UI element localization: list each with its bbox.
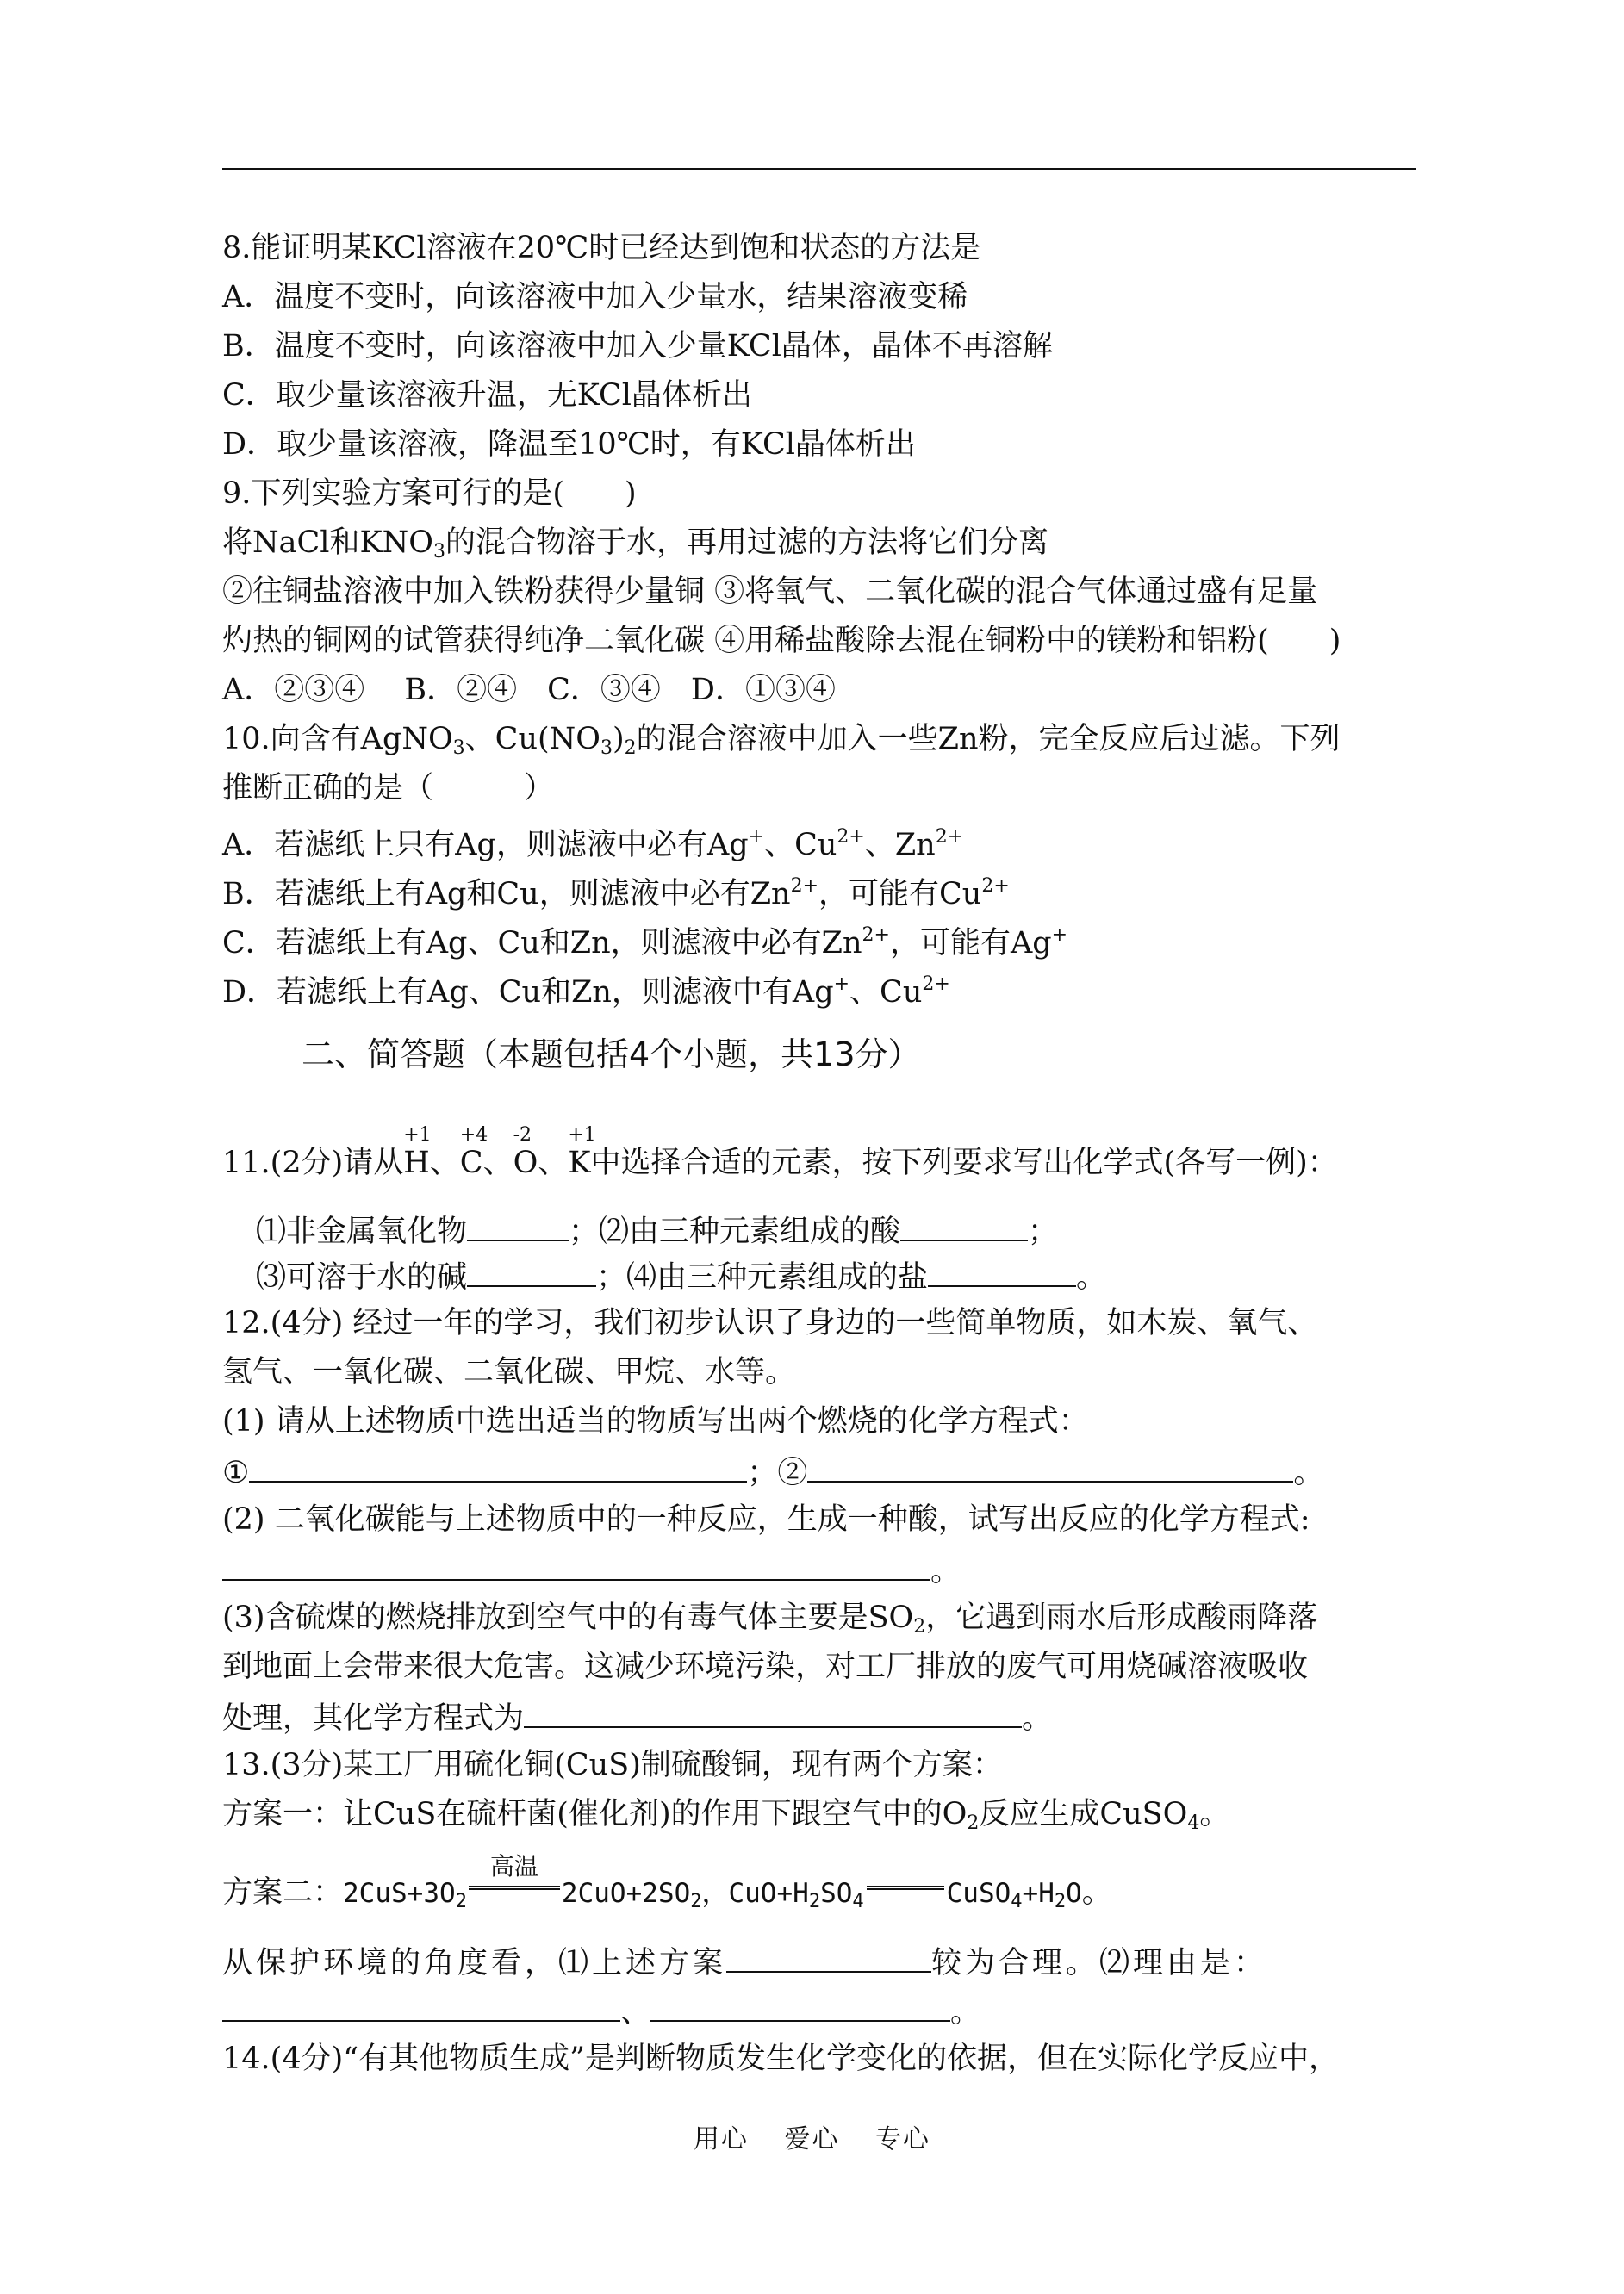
- q12-period-1: 。: [1293, 1456, 1324, 1490]
- q13-reason-separator: 、: [620, 1995, 651, 2030]
- q13-eq-sub-3: 2: [808, 1891, 821, 1912]
- q9-stem: 9.下列实验方案可行的是( ): [222, 476, 637, 511]
- q12-part-3-line-2: 到地面上会带来很大危害。这减少环境污染，对工厂排放的废气可用烧碱溶液吸收: [222, 1650, 1309, 1684]
- q9-item-2-3: ②往铜盐溶液中加入铁粉获得少量铜 ③将氧气、二氧化碳的混合气体通过盛有足量: [222, 575, 1318, 609]
- q10-b-text-2: ，可能有Cu: [818, 877, 982, 911]
- q10-d-text-2: 、Cu: [849, 975, 923, 1010]
- q13-question-text-a: 从保护环境的角度看，⑴上述方案: [222, 1946, 727, 1980]
- q12-p3-line-3-text: 处理，其化学方程式为: [222, 1701, 525, 1736]
- q13-equation: [343, 1852, 1082, 1912]
- q11-part-1-label: ⑴非金属氧化物: [256, 1215, 468, 1249]
- q10-c-text-1: C．若滤纸上有Ag、Cu和Zn，则滤液中必有Zn: [222, 926, 862, 960]
- q13-plan-answer-blank[interactable]: [726, 1942, 931, 1973]
- q10-a-sup-3: 2+: [935, 826, 964, 848]
- q13-eq-sub-4: 4: [852, 1891, 864, 1912]
- q13-reason-period: 。: [950, 1995, 981, 2030]
- page-footer: 用心 爱心 专心: [693, 2124, 931, 2154]
- q13-eq-part-7: O: [1066, 1878, 1082, 1909]
- q12-part-1-answers: [222, 1452, 1323, 1492]
- q12-p3-text-b: ，它遇到雨水后形成酸雨降落: [925, 1601, 1318, 1635]
- q8-option-c: C．取少量该溶液升温，无KCl晶体析出: [222, 378, 752, 413]
- q11-semicolon: ；: [1028, 1215, 1059, 1249]
- q10-d-sup-2: 2+: [922, 973, 950, 995]
- q9-item-1: [222, 524, 1048, 571]
- q11-suffix: 中选择合适的元素，按下列要求写出化学式(各写一例)：: [590, 1146, 1338, 1180]
- q13-eq-part-6: +H: [1022, 1878, 1055, 1909]
- q12-stem-line-2: 氢气、一氧化碳、二氧化碳、甲烷、水等。: [222, 1355, 796, 1389]
- q10-stem-line-2: 推断正确的是（ ）: [222, 771, 555, 805]
- q12-p3-subscript: 2: [913, 1616, 926, 1638]
- q10-text-b: 、Cu(NO: [464, 722, 600, 756]
- q11-parts-3-4: [256, 1256, 1106, 1296]
- q9-item-1-text-b: 的混合物溶于水，再用过滤的方法将它们分离: [445, 525, 1048, 560]
- q10-option-a: [222, 818, 963, 864]
- q13-stem: 13.(3分)某工厂用硫化铜(CuS)制硫酸铜，现有两个方案：: [222, 1748, 1003, 1782]
- q11-period: 。: [1076, 1260, 1107, 1295]
- q13-plan-1-text-c: 。: [1199, 1797, 1230, 1831]
- q11-answer-4-blank[interactable]: [928, 1256, 1076, 1287]
- q10-d-sup-1: +: [833, 973, 850, 995]
- q12-semicolon: ；: [747, 1456, 778, 1490]
- q12-equation-2-blank[interactable]: [807, 1452, 1293, 1483]
- q13-plan-1: [222, 1795, 1229, 1843]
- q10-sub-3: 2: [624, 737, 637, 759]
- q11-element-o: [513, 1124, 538, 1182]
- q13-plan-1-text-b: 反应生成CuSO: [979, 1797, 1188, 1831]
- q13-plan-2: [222, 1852, 1112, 1921]
- q12-circle-1: ①: [222, 1456, 250, 1490]
- q13-question-line: [222, 1942, 1267, 1982]
- q8-option-b: B．温度不变时，向该溶液中加入少量KCl晶体，晶体不再溶解: [222, 329, 1053, 364]
- q11-part-4-label: ；⑷由三种元素组成的盐: [596, 1260, 929, 1295]
- q11-valence-k: +1: [568, 1124, 596, 1146]
- q8-option-a: A．温度不变时，向该溶液中加入少量水，结果溶液变稀: [222, 280, 968, 314]
- q11-parts-1-2: [256, 1210, 1058, 1251]
- q13-eq-part-4: SO: [820, 1878, 853, 1909]
- q10-c-sup-2: +: [1051, 924, 1068, 946]
- q10-d-text-1: D．若滤纸上有Ag、Cu和Zn，则滤液中有Ag: [222, 975, 834, 1010]
- q12-part-3-line-1: [222, 1599, 1317, 1646]
- q12-part-3-line-3: [222, 1697, 1052, 1738]
- q10-text-a: 10.向含有AgNO: [222, 722, 453, 756]
- q12-stem-line-1: 12.(4分) 经过一年的学习，我们初步认识了身边的一些简单物质，如木炭、氧气、: [222, 1306, 1318, 1340]
- q13-eq-part-5: CuSO: [946, 1878, 1011, 1909]
- q10-a-text-2: 、Cu: [764, 828, 837, 862]
- q13-eq-sub-2: 2: [690, 1891, 702, 1912]
- q11-sep-1: 、: [429, 1146, 460, 1180]
- header-rule: [222, 168, 1416, 170]
- q10-b-sup-1: 2+: [790, 875, 819, 897]
- q12-equation-3-blank[interactable]: [222, 1550, 930, 1581]
- q14-stem: 14.(4分)“有其他物质生成”是判断物质发生化学变化的依据，但在实际化学反应中，: [222, 2042, 1340, 2076]
- q8-stem: 8.能证明某KCl溶液在20℃时已经达到饱和状态的方法是: [222, 231, 981, 265]
- q13-condition-label: 高温: [489, 1852, 538, 1881]
- q10-option-b: [222, 867, 1010, 913]
- q10-b-sup-2: 2+: [981, 875, 1010, 897]
- q12-p3-text-a: (3)含硫煤的燃烧排放到空气中的有毒气体主要是SO: [222, 1601, 914, 1635]
- q10-a-text-3: 、Zn: [864, 828, 936, 862]
- q12-period-3: 。: [1022, 1701, 1053, 1736]
- q10-option-c: [222, 917, 1067, 962]
- q10-a-text-1: A．若滤纸上只有Ag，则滤液中必有Ag: [222, 828, 749, 862]
- q13-reason-line: [222, 1991, 980, 2031]
- q10-c-sup-1: 2+: [862, 924, 890, 946]
- q9-item-1-subscript: 3: [432, 541, 445, 563]
- q11-element-k: [568, 1124, 596, 1182]
- q9-options: A．②③④ B．②④ C．③④ D．①③④: [222, 673, 836, 707]
- q10-a-sup-1: +: [748, 826, 765, 848]
- q13-eq-period: 。: [1081, 1875, 1112, 1910]
- q12-part-2-prompt: (2) 二氧化碳能与上述物质中的一种反应，生成一种酸，试写出反应的化学方程式:: [222, 1502, 1310, 1537]
- q13-eq-sub-6: 2: [1054, 1891, 1067, 1912]
- q11-prefix: 11.(2分)请从: [222, 1146, 404, 1180]
- q11-valence-o: -2: [513, 1124, 532, 1146]
- q13-plan-1-text-a: 方案一：让CuS在硫杆菌(催化剂)的作用下跟空气中的O: [222, 1797, 968, 1831]
- q11-stem: [222, 1124, 1338, 1182]
- q11-symbol-k: K: [568, 1146, 591, 1180]
- q10-stem-line-1: [222, 720, 1341, 768]
- q13-reason-2-blank[interactable]: [650, 1991, 950, 2022]
- q12-circle-2: ②: [777, 1456, 808, 1490]
- q10-text-c: ): [612, 722, 625, 756]
- q12-period-2: 。: [930, 1554, 961, 1588]
- q11-element-h: [403, 1124, 432, 1182]
- q13-plan-1-sub-2: 4: [1187, 1812, 1200, 1834]
- q13-eq-sub-1: 2: [455, 1891, 467, 1912]
- q11-sep-3: 、: [538, 1146, 569, 1180]
- q12-equation-4-blank[interactable]: [524, 1697, 1022, 1728]
- q13-reaction-arrow: [469, 1852, 560, 1890]
- q12-equation-1-blank[interactable]: [249, 1452, 747, 1483]
- q13-question-text-b: 较为合理。⑵理由是：: [931, 1946, 1268, 1980]
- q10-a-sup-2: 2+: [837, 826, 865, 848]
- q11-valence-h: +1: [403, 1124, 432, 1146]
- q12-part-1-prompt: (1) 请从上述物质中选出适当的物质写出两个燃烧的化学方程式：: [222, 1404, 1089, 1439]
- q13-eq-sub-5: 4: [1011, 1891, 1023, 1912]
- q11-element-c: [459, 1124, 488, 1182]
- q11-symbol-c: C: [459, 1146, 483, 1180]
- q11-answer-2-blank[interactable]: [900, 1210, 1028, 1241]
- q11-part-2-label: ；⑵由三种元素组成的酸: [569, 1215, 901, 1249]
- q9-item-3-4: 灼热的铜网的试管获得纯净二氧化碳 ④用稀盐酸除去混在铜粉中的镁粉和铝粉( ): [222, 624, 1341, 658]
- q13-plan-1-sub-1: 2: [967, 1812, 980, 1834]
- q10-sub-1: 3: [452, 737, 465, 759]
- q12-part-2-answer: [222, 1550, 961, 1590]
- q10-option-d: [222, 966, 950, 1011]
- q11-symbol-o: O: [513, 1146, 538, 1180]
- q11-valence-c: +4: [459, 1124, 488, 1146]
- q10-text-d: 的混合溶液中加入一些Zn粉，完全反应后过滤。下列: [636, 722, 1341, 756]
- q10-c-text-2: ，可能有Ag: [889, 926, 1052, 960]
- q13-eq-part-1: 2CuS+3O: [343, 1878, 456, 1909]
- q10-sub-2: 3: [600, 737, 613, 759]
- q11-answer-3-blank[interactable]: [467, 1256, 596, 1287]
- q13-equals-sign: [867, 1886, 944, 1890]
- q13-reason-1-blank[interactable]: [222, 1991, 620, 2022]
- q13-eq-part-3: ，CuO+H: [701, 1878, 809, 1909]
- q13-plan-2-label: 方案二：: [222, 1875, 344, 1910]
- q11-symbol-h: H: [403, 1146, 430, 1180]
- q13-eq-part-2: 2CuO+2SO: [561, 1878, 691, 1909]
- section-heading: 二、简答题（本题包括4个小题，共13分）: [302, 1035, 921, 1073]
- q11-part-3-label: ⑶可溶于水的碱: [256, 1260, 468, 1295]
- q8-option-d: D．取少量该溶液，降温至10℃时，有KCl晶体析出: [222, 427, 916, 462]
- q11-sep-2: 、: [482, 1146, 513, 1180]
- q11-answer-1-blank[interactable]: [467, 1210, 569, 1241]
- q10-b-text-1: B．若滤纸上有Ag和Cu，则滤液中必有Zn: [222, 877, 791, 911]
- q9-item-1-text-a: 将NaCl和KNO: [222, 525, 433, 560]
